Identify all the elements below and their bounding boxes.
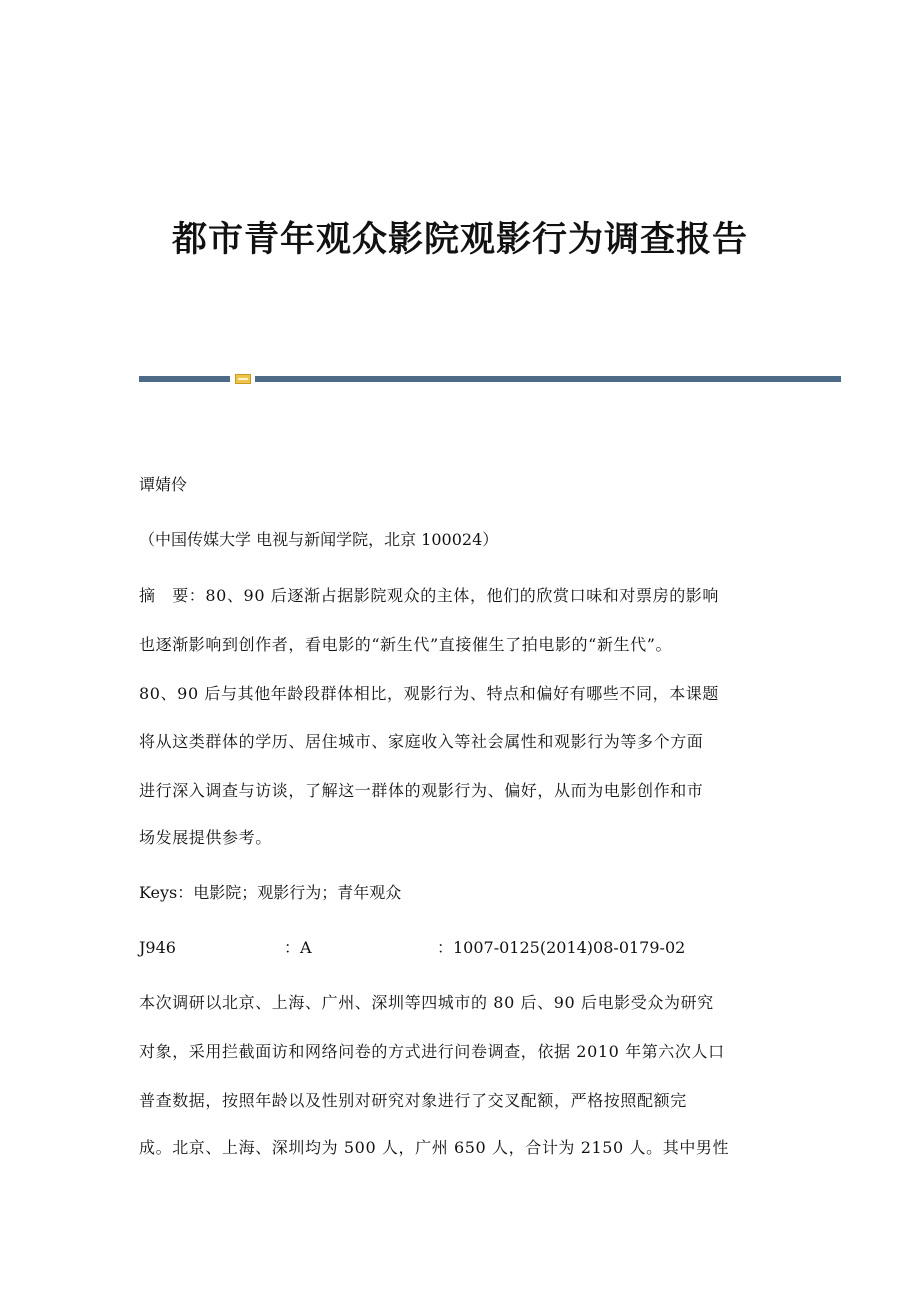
abstract-line: 将从这类群体的学历、居住城市、家庭收入等社会属性和观影行为等多个方面 [139, 732, 704, 751]
body-line: 对象，采用拦截面访和网络问卷的方式进行问卷调查，依据 2010 年第六次人口 [139, 1042, 725, 1061]
abstract-line: 进行深入调查与访谈，了解这一群体的观影行为、偏好，从而为电影创作和市 [139, 781, 704, 800]
keywords: Keys：电影院；观影行为；青年观众 [139, 883, 402, 902]
abstract-line: 场发展提供参考。 [139, 828, 272, 847]
author-name: 谭婧伶 [139, 475, 188, 494]
article-id: ：1007-0125(2014)08-0179-02 [437, 938, 686, 957]
body-line: 成。北京、上海、深圳均为 500 人，广州 650 人，合计为 2150 人。其中男性 [139, 1138, 730, 1157]
document-title: 都市青年观众影院观影行为调查报告 [171, 219, 748, 260]
title-divider [139, 374, 841, 384]
abstract-line: 80、90 后与其他年龄段群体相比，观影行为、特点和偏好有哪些不同，本课题 [139, 684, 720, 703]
divider-emblem-icon [235, 374, 251, 384]
abstract-line: 也逐渐影响到创作者，看电影的“新生代”直接催生了拍电影的“新生代”。 [139, 635, 673, 654]
abstract-line: 摘 要：80、90 后逐渐占据影院观众的主体，他们的欣赏口味和对票房的影响 [139, 586, 720, 605]
divider-bar-right [255, 376, 841, 382]
divider-bar-left [139, 376, 230, 382]
clc-number: J946 [139, 938, 176, 957]
body-line: 普查数据，按照年龄以及性别对研究对象进行了交叉配额，严格按照配额完 [139, 1091, 687, 1110]
body-line: 本次调研以北京、上海、广州、深圳等四城市的 80 后、90 后电影受众为研究 [139, 993, 714, 1012]
document-code: ：A [284, 938, 312, 957]
author-affiliation: （中国传媒大学 电视与新闻学院，北京 100024） [139, 530, 499, 549]
